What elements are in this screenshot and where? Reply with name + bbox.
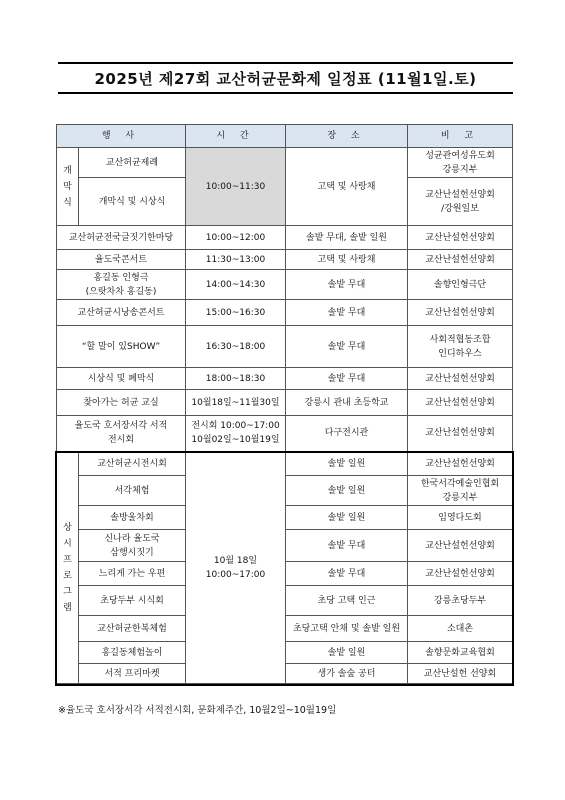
header-place: 장 소	[286, 125, 408, 148]
place-cell: 초당 고택 인근	[286, 586, 408, 616]
place-cell: 고택 및 사랑채	[286, 148, 408, 226]
time-cell: 10월 18일 10:00~17:00	[186, 452, 286, 684]
place-cell: 솔밭 무대	[286, 530, 408, 562]
note-cell: 사회적협동조합 인디하우스	[408, 326, 513, 368]
time-cell: 전시회 10:00~17:00 10월02일~10월19일	[186, 416, 286, 452]
place-cell: 솔밭 무대	[286, 368, 408, 390]
place-cell: 솔밭 무대	[286, 300, 408, 326]
note-cell: 교산난설헌선양회	[408, 368, 513, 390]
place-cell: 생가 솔숲 공터	[286, 664, 408, 684]
time-cell: 15:00~16:30	[186, 300, 286, 326]
event-cell: 교산허균한복체험	[79, 616, 186, 642]
note-cell: 강릉초당두부	[408, 586, 513, 616]
table-header-row	[57, 125, 513, 148]
note-cell: 교산난설헌선양회	[408, 226, 513, 250]
place-cell: 고택 및 사랑채	[286, 250, 408, 270]
table-row	[57, 416, 513, 452]
header-event: 행 사	[57, 125, 186, 148]
event-cell: 초당두부 시식회	[79, 586, 186, 616]
table-row	[57, 226, 513, 250]
event-cell: 찾아가는 허균 교실	[57, 390, 186, 416]
event-cell: 시상식 및 폐막식	[57, 368, 186, 390]
note-cell: 한국서각예술인협회 강릉지부	[408, 476, 513, 506]
time-cell: 10월18일~11월30일	[186, 390, 286, 416]
place-cell: 솔밭 무대	[286, 270, 408, 300]
event-cell: 교산허균시낭송콘서트	[57, 300, 186, 326]
footnote: ※율도국 호서장서각 서적전시회, 문화제주간, 10월2일~10월19일	[58, 705, 337, 716]
note-cell: 교산난설헌선양회 /강원일보	[408, 178, 513, 226]
time-cell: 11:30~13:00	[186, 250, 286, 270]
time-cell: 10:00~12:00	[186, 226, 286, 250]
note-cell: 성균관여성유도회 강릉지부	[408, 148, 513, 178]
event-cell: 교산허균제례	[79, 148, 186, 178]
page-title: 2025년 제27회 교산허균문화제 일정표 (11월1일.토)	[58, 62, 513, 94]
note-cell: 교산난설헌선양회	[408, 562, 513, 586]
event-cell: 교산허균시전시회	[79, 452, 186, 476]
note-cell: 교산난설헌선양회	[408, 452, 513, 476]
table-row	[57, 452, 513, 476]
place-cell: 솔밭 일원	[286, 506, 408, 530]
note-cell: 솔향인형극단	[408, 270, 513, 300]
table-row	[57, 368, 513, 390]
place-cell: 솔밭 일원	[286, 452, 408, 476]
header-note: 비 고	[408, 125, 513, 148]
note-cell: 교산난설헌선양회	[408, 416, 513, 452]
event-cell: 느리게 가는 우편	[79, 562, 186, 586]
time-cell: 10:00~11:30	[186, 148, 286, 226]
note-cell: 교산난설헌선양회	[408, 300, 513, 326]
place-cell: 솔밭 무대	[286, 562, 408, 586]
time-cell: 14:00~14:30	[186, 270, 286, 300]
note-cell: 교산난설헌 선양회	[408, 664, 513, 684]
table-row	[57, 390, 513, 416]
place-cell: 초당고택 안채 및 솔밭 일원	[286, 616, 408, 642]
place-cell: 다구전시관	[286, 416, 408, 452]
event-cell: 솔방울차회	[79, 506, 186, 530]
event-cell: 서적 프리마켓	[79, 664, 186, 684]
time-cell: 16:30~18:00	[186, 326, 286, 368]
note-cell: 교산난설헌선양회	[408, 250, 513, 270]
place-cell: 강릉시 관내 초등학교	[286, 390, 408, 416]
place-cell: 솔밭 무대	[286, 326, 408, 368]
note-cell: 임영다도회	[408, 506, 513, 530]
event-cell: 서각체험	[79, 476, 186, 506]
event-cell: 교산허균전국글짓기한마당	[57, 226, 186, 250]
place-cell: 솔밭 무대, 솔밭 일원	[286, 226, 408, 250]
note-cell: 교산난설헌선양회	[408, 530, 513, 562]
place-cell: 솔밭 일원	[286, 642, 408, 664]
event-cell: 신나라 율도국 삼행시짓기	[79, 530, 186, 562]
table-row	[57, 300, 513, 326]
note-cell: 소대촌	[408, 616, 513, 642]
note-cell: 교산난설헌선양회	[408, 390, 513, 416]
event-cell: “할 말이 있SHOW”	[57, 326, 186, 368]
event-cell: 율도국콘서트	[57, 250, 186, 270]
event-cell: 개막식 및 시상식	[79, 178, 186, 226]
place-cell: 솔밭 일원	[286, 476, 408, 506]
header-time: 시 간	[186, 125, 286, 148]
table-row	[57, 148, 513, 178]
category-opening: 개 막 식	[57, 148, 79, 226]
category-permanent: 상시 프로 그램	[57, 452, 79, 684]
table-row	[57, 270, 513, 300]
table-row	[57, 250, 513, 270]
time-cell: 18:00~18:30	[186, 368, 286, 390]
event-cell: 홍길동 인형극 (으랏차차 홍길동)	[57, 270, 186, 300]
table-row	[57, 326, 513, 368]
schedule-table	[56, 124, 513, 684]
event-cell: 율도국 호서장서각 서적 전시회	[57, 416, 186, 452]
note-cell: 솔향문화교육협회	[408, 642, 513, 664]
event-cell: 홍길동체험놀이	[79, 642, 186, 664]
